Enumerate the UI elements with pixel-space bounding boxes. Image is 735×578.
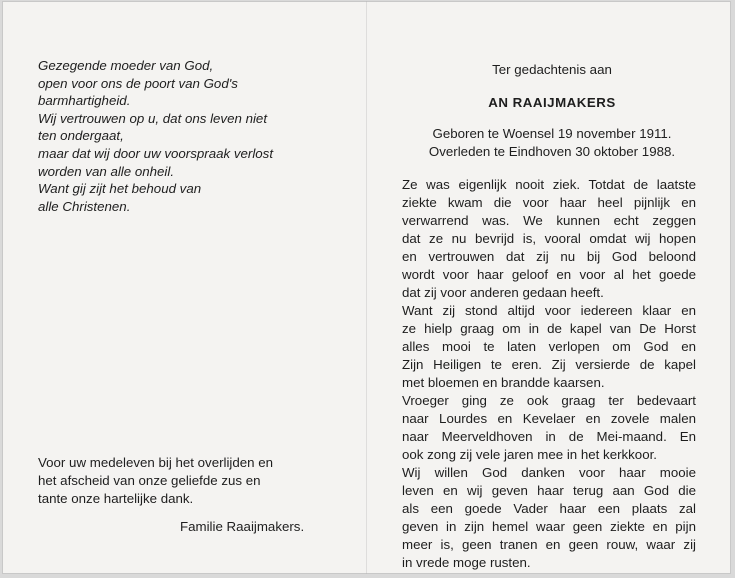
body-line: ook zong zij vele jaren mee in het kerkkoor. (402, 447, 657, 462)
memorial-card (2, 1, 731, 574)
body-line: geven in zijn hemel waar geen ziekte en pijn (402, 519, 696, 534)
body-line: Ze was eigenlijk nooit ziek. Totdat de laatste (402, 177, 696, 192)
body-line: Vroeger ging ze ook graag ter bedevaart (402, 393, 696, 408)
thanks-line: het afscheid van onze geliefde zus en (38, 473, 261, 488)
body-line: meer is, geen tranen en geen rouw, waar zij (402, 537, 696, 552)
prayer-line: worden van alle onheil. (38, 163, 175, 179)
body-line: naar Meerveldhoven in de Mei-maand. En (402, 429, 696, 444)
memorial-body (402, 176, 696, 572)
prayer-text (38, 57, 358, 215)
prayer-line: Wij vertrouwen op u, dat ons leven niet (38, 110, 268, 126)
deceased-name: AN RAAIJMAKERS (488, 95, 616, 110)
memorial-heading: Ter gedachtenis aan (492, 62, 612, 77)
body-line: dat ze nu bevrijd is, vooral omdat wij hopen (402, 231, 696, 246)
body-line: dat zij voor anderen gedaan heeft. (402, 285, 604, 300)
body-line: Wij willen God danken voor haar mooie (402, 465, 696, 480)
body-line: wordt voor haar geloof en voor al het goede (402, 267, 696, 282)
prayer-line: open voor ons de poort van God's (38, 75, 238, 91)
body-line: met bloemen en brandde kaarsen. (402, 375, 605, 390)
prayer-line: maar dat wij door uw voorspraak verlost (38, 145, 274, 161)
family-signature: Familie Raaijmakers. (180, 519, 305, 534)
thanks-line: tante onze hartelijke dank. (38, 491, 194, 506)
body-line: Want zij stond altijd voor iedereen klaar en (402, 303, 696, 318)
body-line: alles mooi te laten verlopen om God en (402, 339, 696, 354)
body-line: in vrede moge rusten. (402, 555, 531, 570)
birth-line: Geboren te Woensel 19 november 1911. (432, 126, 672, 141)
prayer-line: barmhartigheid. (38, 93, 131, 109)
thanks-text (38, 454, 338, 508)
body-line: naar Lourdes en Kevelaer en zovele malen (402, 411, 696, 426)
body-line: als een goede Vader haar een plaats zal (402, 501, 696, 516)
body-line: ziekte kwam die voor haar heel pijnlijk en (402, 195, 696, 210)
death-line: Overleden te Eindhoven 30 oktober 1988. (428, 144, 676, 159)
body-line: Zijn Heiligen te eren. Zij versierde de kapel (402, 357, 696, 372)
prayer-line: alle Christenen. (38, 198, 131, 214)
thanks-line: Voor uw medeleven bij het overlijden en (38, 455, 274, 470)
prayer-line: Want gij zijt het behoud van (38, 181, 202, 197)
life-dates (402, 125, 702, 161)
body-line: en vertrouwen dat zij nu bij God beloond (402, 249, 696, 264)
body-line: verwarrend was. We kunnen echt zeggen (402, 213, 696, 228)
prayer-line: Gezegende moeder van God, (38, 58, 214, 73)
body-line: leven en wij geven haar terug aan God die (402, 483, 696, 498)
prayer-line: ten ondergaat, (38, 128, 124, 144)
body-line: ze hielp graag om in de kapel van De Horst (402, 321, 696, 336)
card-fold (366, 1, 367, 574)
